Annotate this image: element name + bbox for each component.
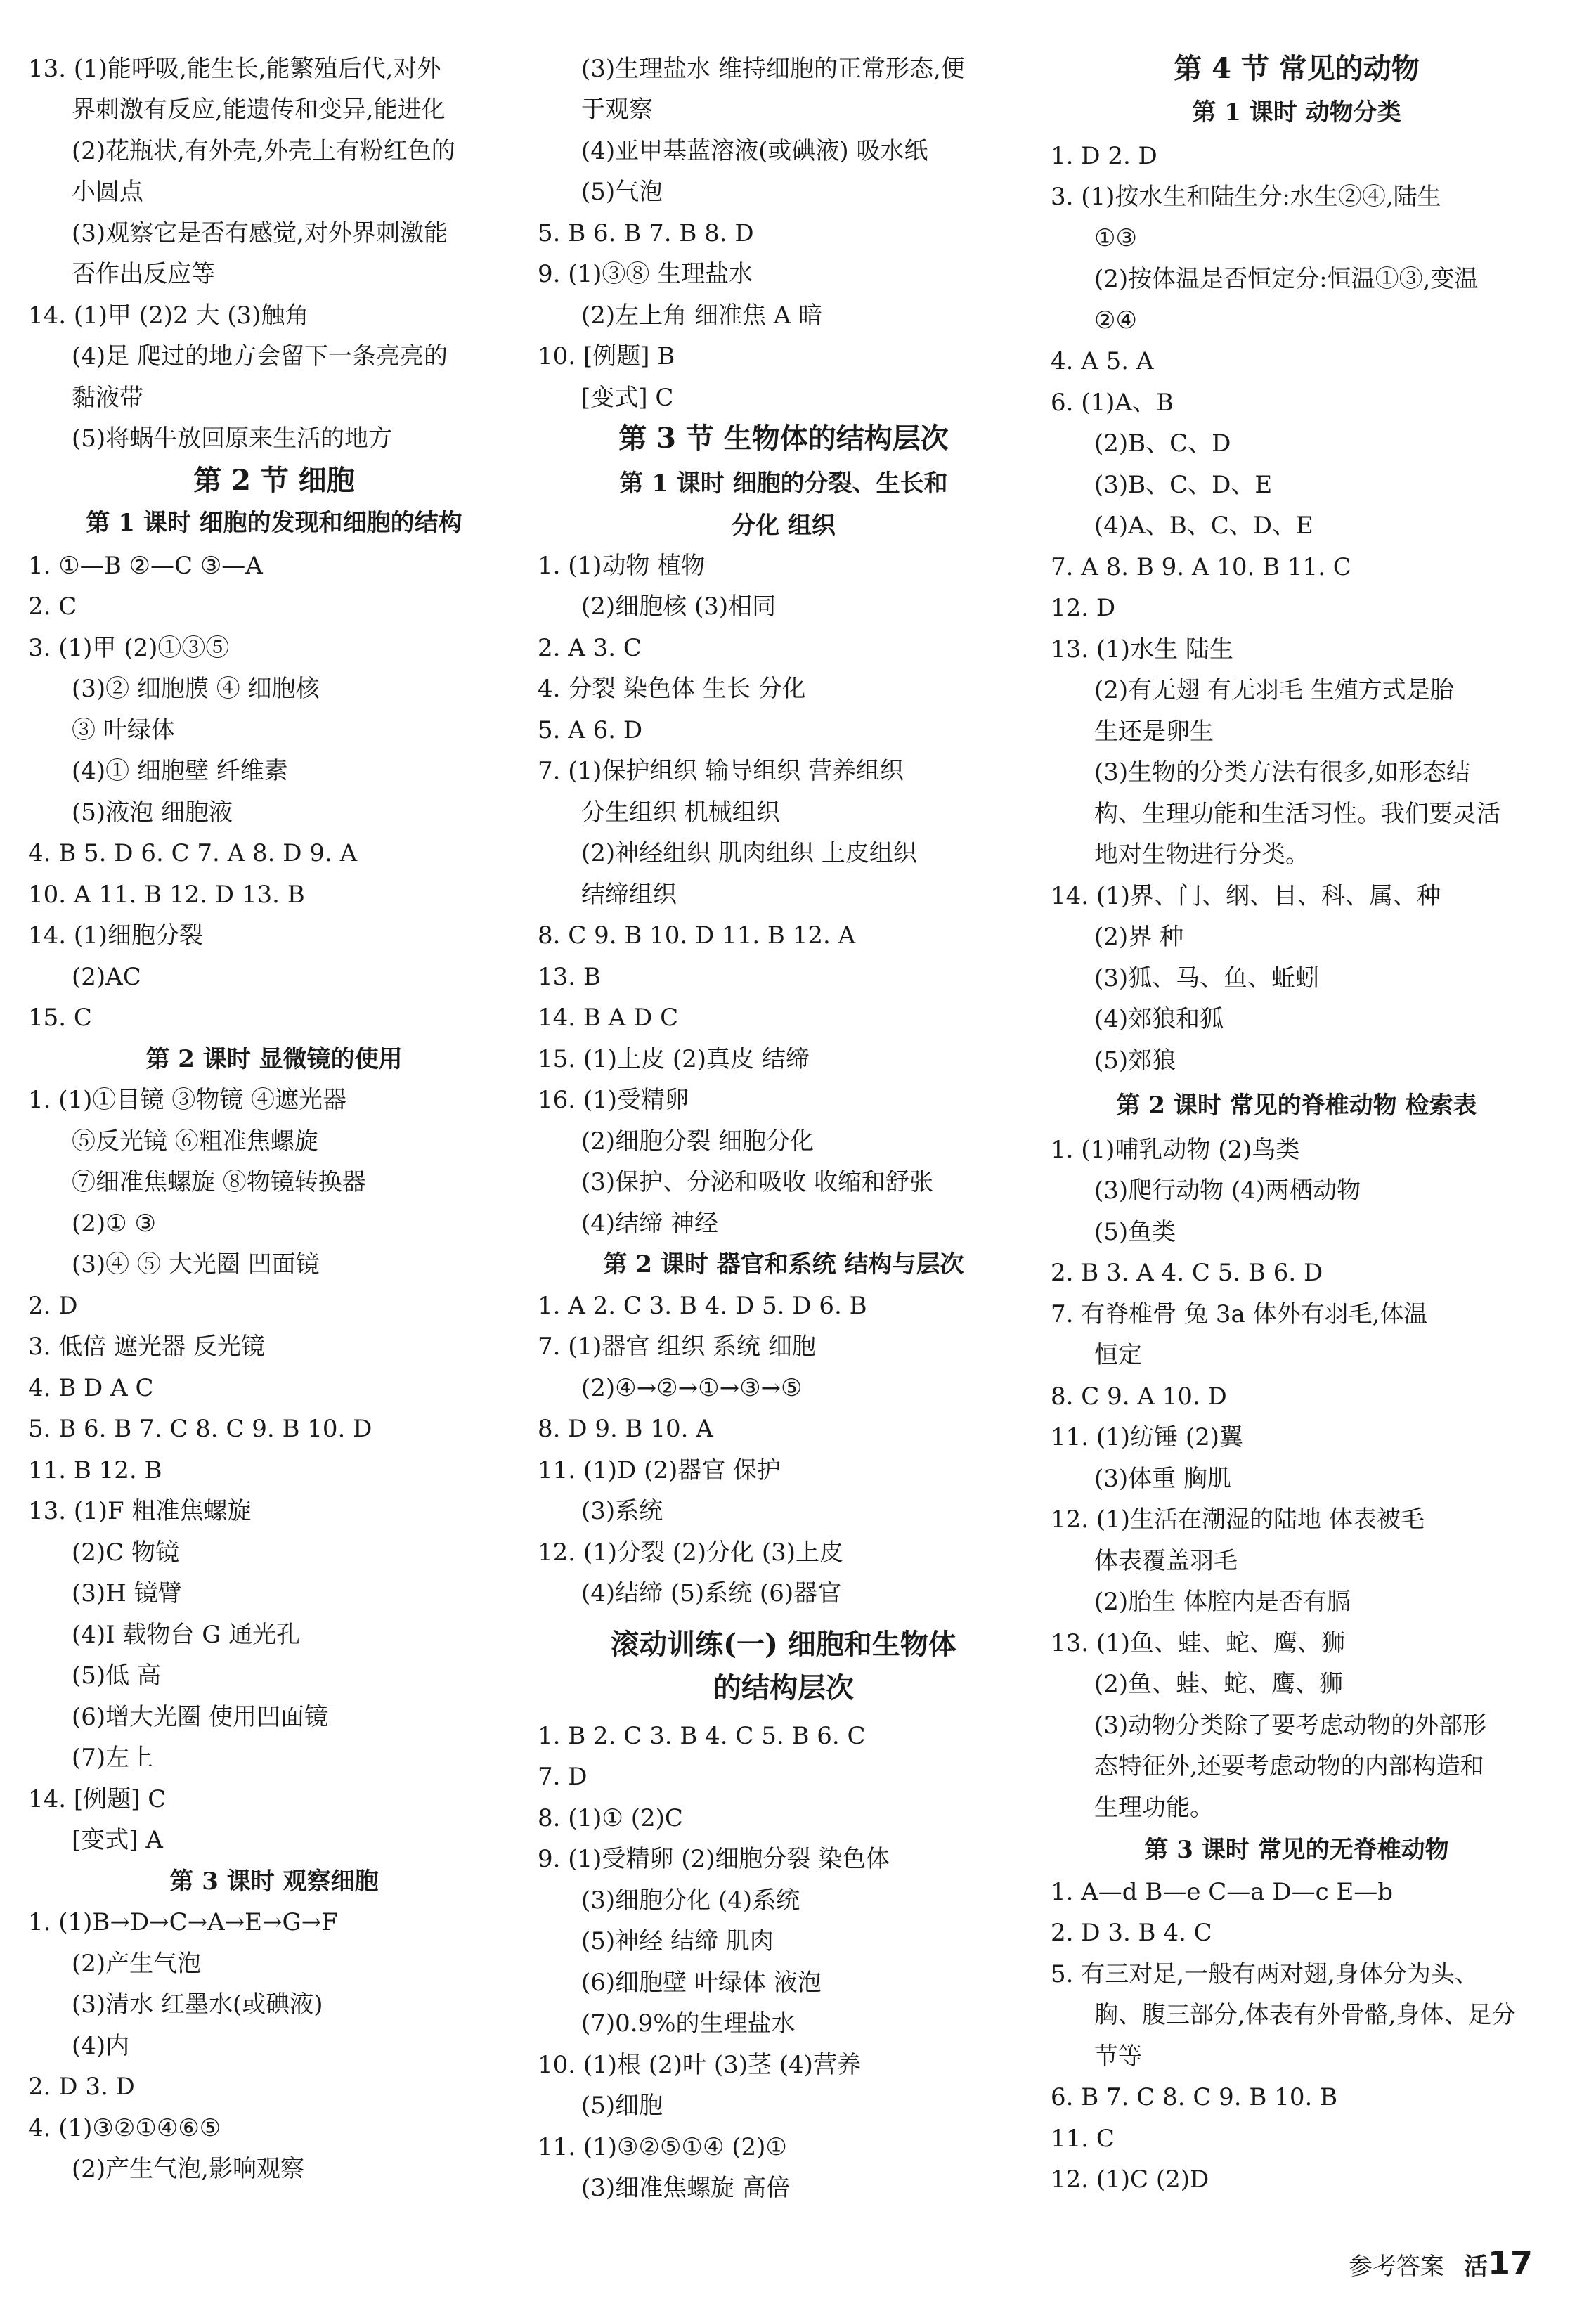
answer-line: ②④ <box>1094 306 1137 335</box>
answer-line: 11. B 12. B <box>28 1456 162 1484</box>
answer-line: (5)低 高 <box>72 1662 161 1690</box>
answer-line: 态特征外,还要考虑动物的内部构造和 <box>1094 1752 1484 1780</box>
answer-line: 12. (1)分裂 (2)分化 (3)上皮 <box>538 1539 843 1567</box>
lesson-heading: 分化 组织 <box>732 512 836 540</box>
answer-line: (2)神经组织 肌肉组织 上皮组织 <box>581 839 917 867</box>
answer-line: (3)④ ⑤ 大光圈 凹面镜 <box>72 1250 320 1278</box>
answer-line: 14. (1)细胞分裂 <box>28 921 204 950</box>
answer-line: (3)生理盐水 维持细胞的正常形态,便 <box>581 55 965 83</box>
answer-line: (2)胎生 体腔内是否有膈 <box>1094 1588 1351 1616</box>
answer-line: 15. C <box>28 1004 92 1032</box>
answer-line: 2. C <box>28 592 77 621</box>
answer-line: (5)神经 结缔 肌肉 <box>581 1927 774 1955</box>
answer-line: 15. (1)上皮 (2)真皮 结缔 <box>538 1045 810 1073</box>
answer-line: (5)鱼类 <box>1094 1218 1176 1246</box>
answer-line: (2)① ③ <box>72 1210 156 1238</box>
answer-line: 4. (1)③②①④⑥⑤ <box>28 2114 221 2142</box>
answer-line: (3)观察它是否有感觉,对外界刺激能 <box>72 219 448 247</box>
answer-line: (6)细胞壁 叶绿体 液泡 <box>581 1969 822 1997</box>
answer-line: 5. B 6. B 7. B 8. D <box>538 219 754 247</box>
answer-line: 7. (1)保护组织 输导组织 营养组织 <box>538 757 904 785</box>
answer-line: 7. (1)器官 组织 系统 细胞 <box>538 1333 816 1361</box>
answer-line: 8. (1)① (2)C <box>538 1804 683 1832</box>
answer-line: (3)保护、分泌和吸收 收缩和舒张 <box>581 1168 933 1196</box>
answer-line: 1. (1)①目镜 ③物镜 ④遮光器 <box>28 1086 347 1114</box>
answer-line: (4)I 载物台 G 通光孔 <box>72 1621 301 1649</box>
answer-line: 1. (1)哺乳动物 (2)鸟类 <box>1051 1136 1300 1164</box>
answer-line: (5)气泡 <box>581 178 663 206</box>
answer-line: (3)② 细胞膜 ④ 细胞核 <box>72 675 320 703</box>
answer-line: 8. C 9. B 10. D 11. B 12. A <box>538 921 856 950</box>
answer-line: 2. A 3. C <box>538 634 642 662</box>
section-heading: 第 2 节 细胞 <box>193 464 355 497</box>
answer-line: (3)细胞分化 (4)系统 <box>581 1886 800 1915</box>
answer-line: (2)细胞核 (3)相同 <box>581 592 777 621</box>
lesson-heading: 第 1 课时 细胞的分裂、生长和 <box>619 469 948 498</box>
answer-line: 11. (1)纺锤 (2)翼 <box>1051 1423 1244 1451</box>
answer-line: (5)郊狼 <box>1094 1047 1176 1075</box>
answer-line: (4)郊狼和狐 <box>1094 1005 1224 1033</box>
lesson-heading: 第 3 课时 观察细胞 <box>169 1867 379 1896</box>
answer-line: 3. (1)按水生和陆生分:水生②④,陆生 <box>1051 183 1441 211</box>
answer-line: 14. B A D C <box>538 1004 679 1032</box>
answer-line: (3)爬行动物 (4)两栖动物 <box>1094 1177 1361 1205</box>
answer-line: (2)界 种 <box>1094 923 1183 951</box>
answer-line: 恒定 <box>1094 1341 1142 1369</box>
answer-line: 小圆点 <box>72 178 143 206</box>
section-heading: 第 3 节 生物体的结构层次 <box>618 422 949 455</box>
answer-line: 8. D 9. B 10. A <box>538 1415 713 1443</box>
answer-line: 13. (1)能呼吸,能生长,能繁殖后代,对外 <box>28 55 441 83</box>
answer-line: 2. D <box>28 1292 78 1320</box>
answer-line: (3)体重 胸肌 <box>1094 1465 1231 1493</box>
lesson-heading: 第 2 课时 器官和系统 结构与层次 <box>603 1250 964 1278</box>
answer-line: 2. D 3. D <box>28 2073 135 2101</box>
answer-line: 胸、腹三部分,体表有外骨骼,身体、足分 <box>1094 2001 1516 2029</box>
answer-line: (3)狐、马、鱼、蚯蚓 <box>1094 964 1320 992</box>
answer-line: (3)细准焦螺旋 高倍 <box>581 2174 790 2202</box>
answer-line: (2)④→②→①→③→⑤ <box>581 1374 803 1402</box>
answer-line: (2)B、C、D <box>1094 429 1231 458</box>
answer-line: 6. (1)A、B <box>1051 389 1174 417</box>
answer-line: (2)C 物镜 <box>72 1539 179 1567</box>
footer-label: 参考答案 <box>1348 2253 1444 2281</box>
lesson-heading: 第 1 课时 细胞的发现和细胞的结构 <box>86 509 462 537</box>
answer-line: (2)左上角 细准焦 A 暗 <box>581 302 823 330</box>
answer-line: 1. ①—B ②—C ③—A <box>28 552 263 580</box>
answer-line: 9. (1)受精卵 (2)细胞分裂 染色体 <box>538 1845 890 1873</box>
answer-line: 2. D 3. B 4. C <box>1051 1919 1212 1947</box>
answer-line: (5)将蜗牛放回原来生活的地方 <box>72 425 393 453</box>
answer-line: (2)产生气泡 <box>72 1950 202 1978</box>
answer-line: 生还是卵生 <box>1094 718 1214 746</box>
answer-line: (7)左上 <box>72 1744 154 1772</box>
answer-line: (4)足 爬过的地方会留下一条亮亮的 <box>72 342 448 370</box>
answer-line: 12. (1)生活在潮湿的陆地 体表被毛 <box>1051 1505 1425 1534</box>
answer-line: (2)AC <box>72 963 141 991</box>
answer-line: 10. (1)根 (2)叶 (3)茎 (4)营养 <box>538 2051 861 2079</box>
answer-line: 1. B 2. C 3. B 4. C 5. B 6. C <box>538 1722 866 1750</box>
answer-line: 5. 有三对足,一般有两对翅,身体分为头、 <box>1051 1960 1479 1988</box>
answer-line: 1. (1)B→D→C→A→E→G→F <box>28 1908 338 1936</box>
answer-line: (3)H 镜臂 <box>72 1579 182 1607</box>
section-heading: 第 4 节 常见的动物 <box>1174 52 1420 85</box>
answer-line: ①③ <box>1094 224 1137 252</box>
answer-line: 9. (1)③⑧ 生理盐水 <box>538 260 753 288</box>
answer-line: 13. (1)水生 陆生 <box>1051 635 1233 663</box>
answer-line: 7. A 8. B 9. A 10. B 11. C <box>1051 553 1351 581</box>
answer-line: 1. A—d B—e C—a D—c E—b <box>1051 1878 1394 1906</box>
answer-line: (5)液泡 细胞液 <box>72 798 233 827</box>
answer-line: (4)结缔 (5)系统 (6)器官 <box>581 1579 842 1607</box>
answer-line: (4)① 细胞壁 纤维素 <box>72 757 288 785</box>
answer-line: [变式] C <box>581 384 674 412</box>
answer-line: (6)增大光圈 使用凹面镜 <box>72 1703 328 1731</box>
answer-line: ③ 叶绿体 <box>72 716 175 744</box>
answer-line: (3)生物的分类方法有很多,如形态结 <box>1094 758 1470 786</box>
answer-line: 4. 分裂 染色体 生长 分化 <box>538 675 806 703</box>
answer-line: (7)0.9%的生理盐水 <box>581 2009 796 2038</box>
answer-line: (2)鱼、蛙、蛇、鹰、狮 <box>1094 1670 1344 1698</box>
answer-line: 4. B D A C <box>28 1374 154 1402</box>
answer-line: (4)内 <box>72 2032 130 2060</box>
answer-line: 5. A 6. D <box>538 716 643 744</box>
answer-line: 分生组织 机械组织 <box>581 798 780 827</box>
answer-line: (3)B、C、D、E <box>1094 471 1273 499</box>
answer-line: 否作出反应等 <box>72 260 215 288</box>
answer-line: 12. D <box>1051 594 1116 622</box>
answer-line: 2. B 3. A 4. C 5. B 6. D <box>1051 1259 1323 1287</box>
answer-line: 4. B 5. D 6. C 7. A 8. D 9. A <box>28 839 358 867</box>
answer-line: 13. (1)F 粗准焦螺旋 <box>28 1497 252 1525</box>
answer-line: (4)结缔 神经 <box>581 1210 718 1238</box>
answer-line: 11. (1)③②⑤①④ (2)① <box>538 2133 787 2161</box>
answer-line: 13. (1)鱼、蛙、蛇、鹰、狮 <box>1051 1629 1346 1657</box>
answer-line: 于观察 <box>581 96 653 124</box>
answer-line: 11. (1)D (2)器官 保护 <box>538 1456 781 1484</box>
answer-line: (4)A、B、C、D、E <box>1094 512 1313 540</box>
answer-line: 节等 <box>1094 2042 1142 2071</box>
answer-line: 11. C <box>1051 2125 1115 2153</box>
answer-line: (2)有无翅 有无羽毛 生殖方式是胎 <box>1094 676 1454 704</box>
answer-line: 12. (1)C (2)D <box>1051 2165 1209 2194</box>
answer-line: 10. A 11. B 12. D 13. B <box>28 881 305 909</box>
answer-line: 生理功能。 <box>1094 1794 1214 1822</box>
answer-line: 7. 有脊椎骨 兔 3a 体外有羽毛,体温 <box>1051 1300 1428 1328</box>
answer-line: (3)清水 红墨水(或碘液) <box>72 1990 323 2019</box>
answer-line: 6. B 7. C 8. C 9. B 10. B <box>1051 2083 1338 2111</box>
page-footer <box>1349 2244 1533 2286</box>
answer-line: 13. B <box>538 963 601 991</box>
answer-line: ⑦细准焦螺旋 ⑧物镜转换器 <box>72 1168 366 1196</box>
section-heading: 滚动训练(一) 细胞和生物体 <box>611 1628 956 1661</box>
answer-line: 界刺激有反应,能遗传和变异,能进化 <box>72 96 446 124</box>
answer-line: ⑤反光镜 ⑥粗准焦螺旋 <box>72 1127 318 1155</box>
answer-line: (4)亚甲基蓝溶液(或碘液) 吸水纸 <box>581 137 928 165</box>
answer-line: (2)按体温是否恒定分:恒温①③,变温 <box>1094 265 1479 293</box>
answer-line: 5. B 6. B 7. C 8. C 9. B 10. D <box>28 1415 372 1443</box>
answer-line: 1. D 2. D <box>1051 142 1157 170</box>
answer-line: (3)动物分类除了要考虑动物的外部形 <box>1094 1711 1487 1740</box>
lesson-heading: 第 3 课时 常见的无脊椎动物 <box>1144 1836 1449 1864</box>
answer-line: (2)花瓶状,有外壳,外壳上有粉红色的 <box>72 137 455 165</box>
lesson-heading: 第 2 课时 显微镜的使用 <box>145 1045 403 1073</box>
answer-line: 14. (1)界、门、纲、目、科、属、种 <box>1051 882 1441 910</box>
answer-line: 黏液带 <box>72 384 143 412</box>
answer-line: 8. C 9. A 10. D <box>1051 1382 1227 1411</box>
answer-line: (2)细胞分裂 细胞分化 <box>581 1127 814 1155</box>
answer-line: 3. (1)甲 (2)①③⑤ <box>28 634 230 662</box>
answer-line: (2)产生气泡,影响观察 <box>72 2155 304 2183</box>
footer-brand: 活 <box>1463 2253 1488 2281</box>
page-number: 17 <box>1487 2244 1533 2282</box>
lesson-heading: 第 1 课时 动物分类 <box>1192 98 1401 127</box>
answer-line: 体表覆盖羽毛 <box>1094 1547 1238 1575</box>
answer-line: 7. D <box>538 1763 588 1791</box>
answer-line: [变式] A <box>72 1826 163 1854</box>
answer-line: (3)系统 <box>581 1497 663 1525</box>
answer-line: 4. A 5. A <box>1051 347 1154 375</box>
answer-line: 1. A 2. C 3. B 4. D 5. D 6. B <box>538 1292 867 1320</box>
answer-line: (5)细胞 <box>581 2092 663 2120</box>
footer-brand-group <box>1464 2244 1533 2282</box>
answer-line: 地对生物进行分类。 <box>1094 841 1309 869</box>
answer-line: 构、生理功能和生活习性。我们要灵活 <box>1094 800 1500 828</box>
answer-line: 14. (1)甲 (2)2 大 (3)触角 <box>28 302 309 330</box>
answer-line: 14. [例题] C <box>28 1785 167 1813</box>
lesson-heading: 第 2 课时 常见的脊椎动物 检索表 <box>1116 1092 1477 1120</box>
section-heading: 的结构层次 <box>713 1671 854 1704</box>
answer-line: 16. (1)受精卵 <box>538 1086 689 1114</box>
answer-line: 1. (1)动物 植物 <box>538 552 706 580</box>
answer-line: 结缔组织 <box>581 881 677 909</box>
answer-line: 10. [例题] B <box>538 342 675 370</box>
answer-line: 3. 低倍 遮光器 反光镜 <box>28 1333 265 1361</box>
